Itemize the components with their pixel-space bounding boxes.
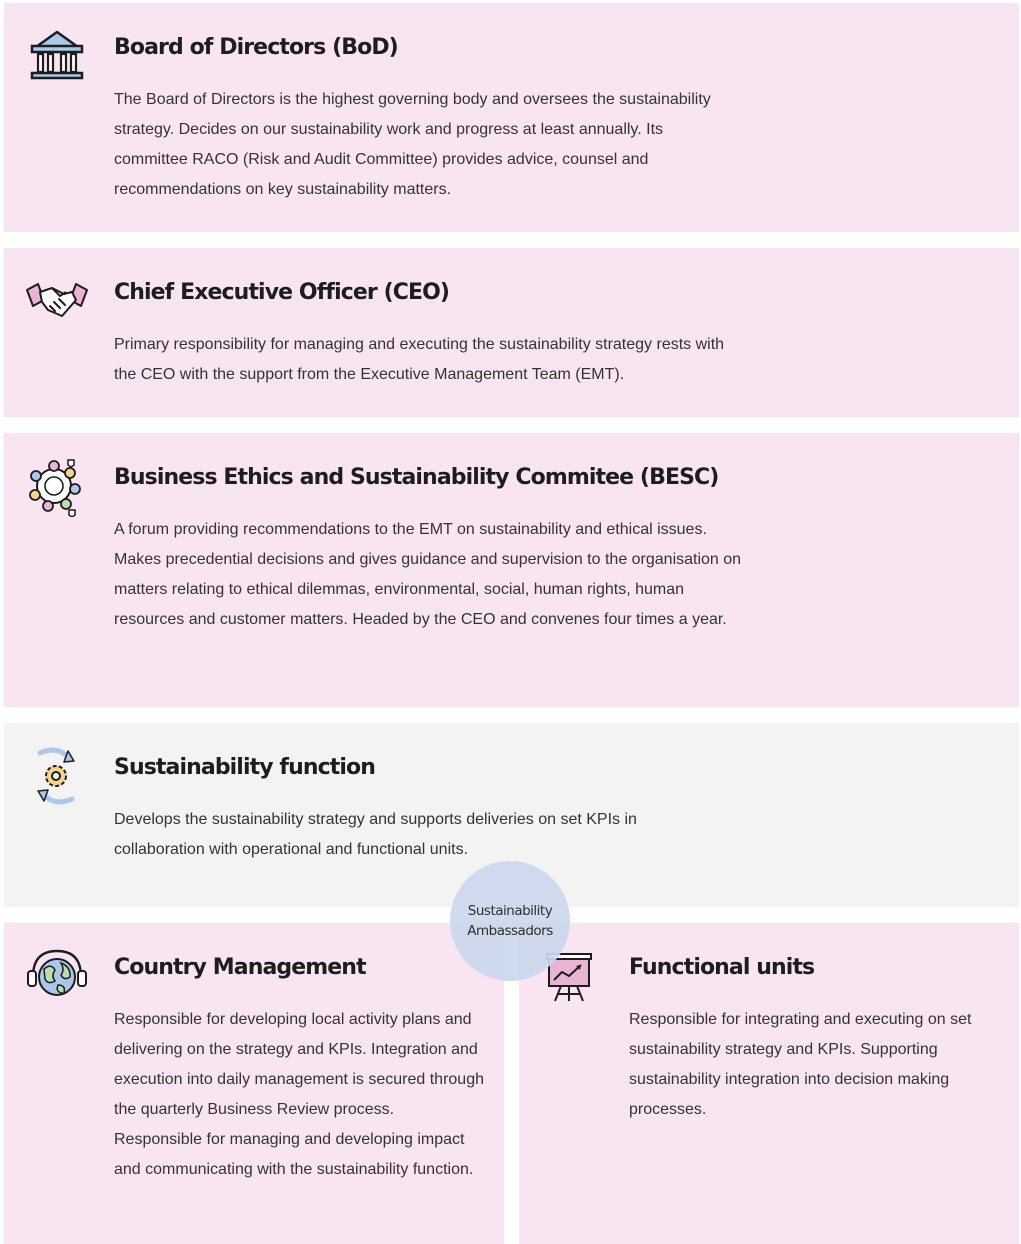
gear-cycle-icon	[24, 745, 90, 807]
card-title: Functional units	[629, 955, 815, 980]
card-description: A forum providing recommendations to the EMT on sustainability and ethical issues. Makes precedential decisions and gives guidance and supervision to the organisation on matters relating to ethical dilemmas, environmental, social, human rights, human resources and customer matters. Headed by the CEO and convenes four times a year.	[114, 521, 742, 628]
government-building-icon	[24, 25, 90, 87]
people-circle-icon	[24, 455, 90, 517]
card-title: Sustainability function	[114, 755, 375, 780]
card-description: Develops the sustainability strategy and supports deliveries on set KPIs in collaboration with operational and functional units.	[114, 811, 637, 858]
card-title: Country Management	[114, 955, 366, 980]
card-title: Board of Directors (BoD)	[114, 35, 398, 60]
globe-headphones-icon	[24, 945, 90, 1007]
card-board-of-directors	[4, 3, 1019, 232]
card-description: Responsible for integrating and executing on set sustainability strategy and KPIs. Supporting sustainability integration into decision making processes.	[629, 1011, 972, 1118]
card-description: Responsible for developing local activity plans and delivering on the strategy and KPIs. Integration and execution into daily management is secured through the quarterly Business Review process. Responsible for managing and developing impact and communicating with the sustainability function.	[114, 1011, 484, 1178]
card-title: Chief Executive Officer (CEO)	[114, 280, 450, 305]
card-description: Primary responsibility for managing and executing the sustainability strategy rests with the CEO with the support from the Executive Management Team (EMT).	[114, 336, 725, 383]
card-description: The Board of Directors is the highest governing body and oversees the sustainability strategy. Decides on our sustainability work and progress at least annually. Its committee RACO (Risk and Audit Committee) provides advice, counsel and recommendations on key sustainability matters.	[114, 91, 711, 198]
card-title: Business Ethics and Sustainability Commitee (BESC)	[114, 465, 719, 490]
card-ceo	[4, 248, 1019, 417]
card-besc	[4, 433, 1019, 707]
card-country-management	[4, 923, 504, 1244]
handshake-icon	[24, 270, 90, 332]
ambassadors-label: Sustainability Ambassadors	[467, 903, 553, 939]
card-functional-units	[519, 923, 1019, 1244]
sustainability-ambassadors-badge	[450, 861, 570, 981]
